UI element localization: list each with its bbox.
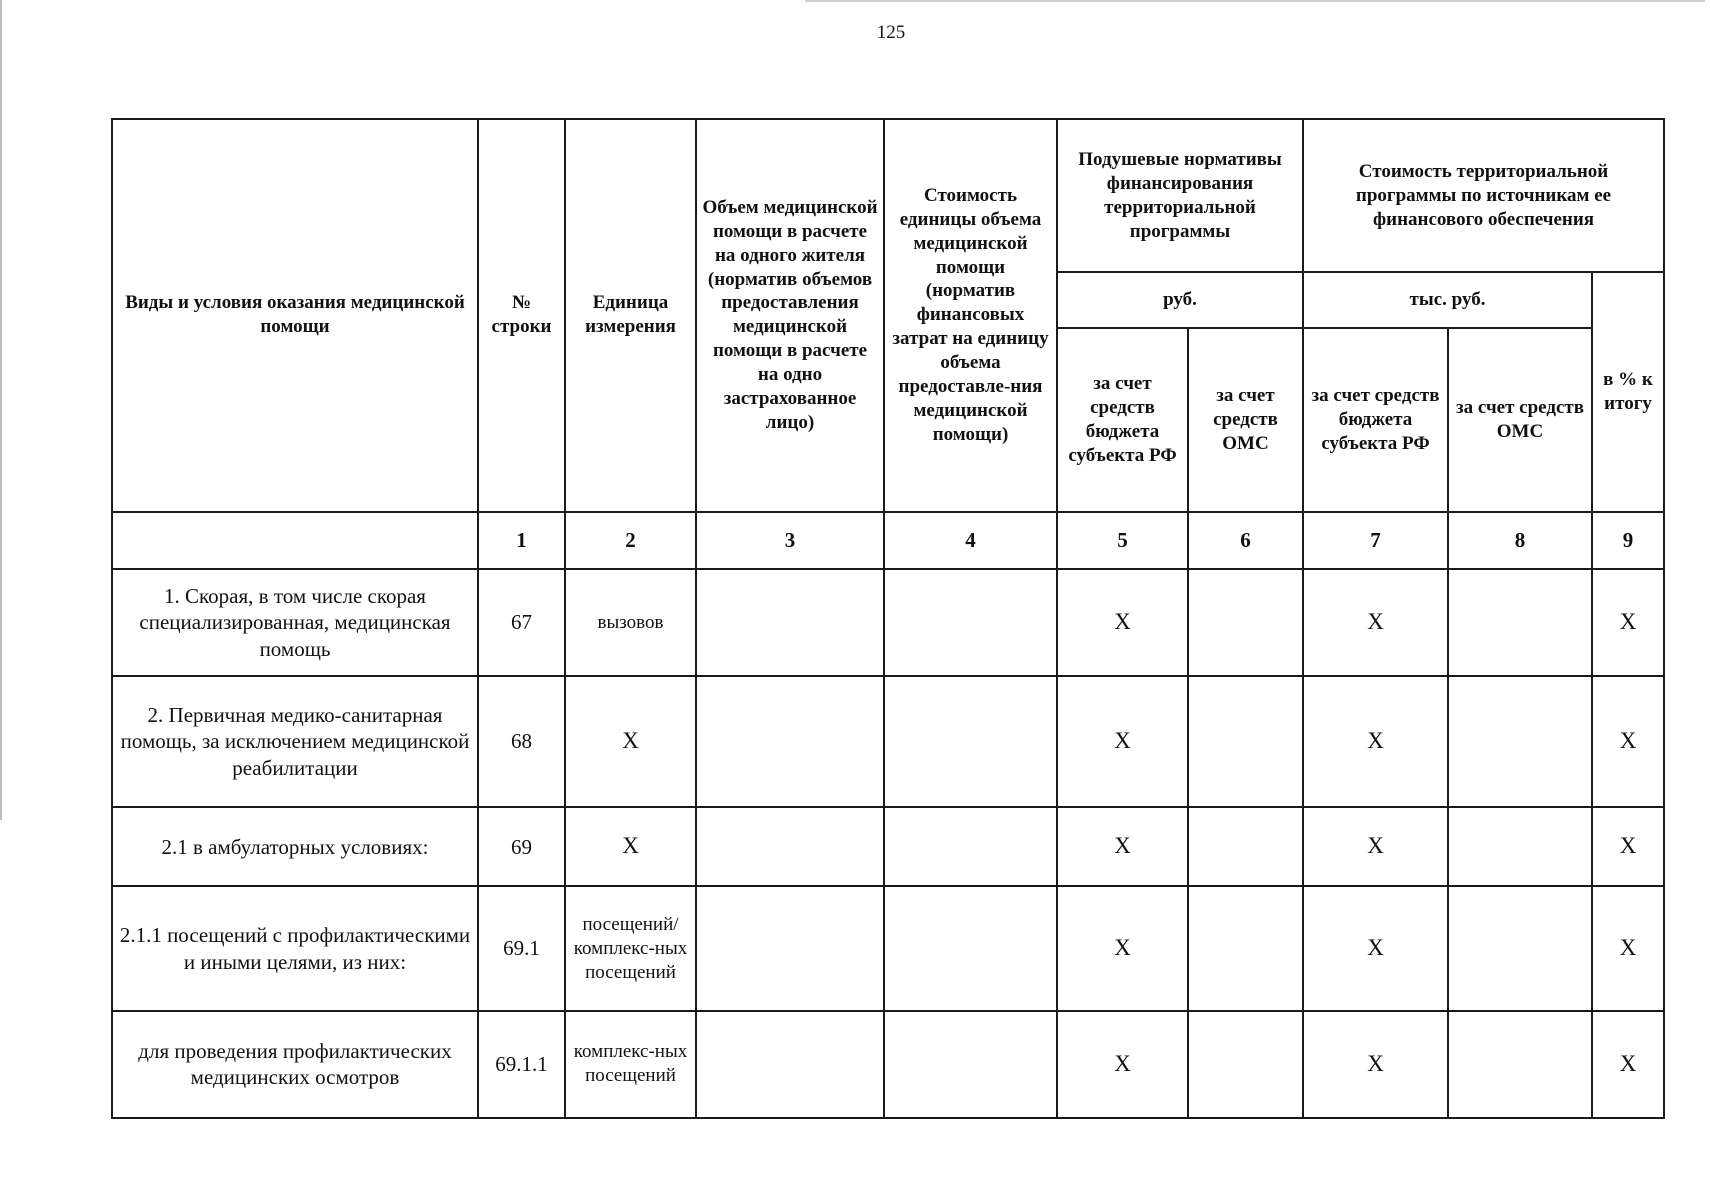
row-budget-thousand-cell: Х — [1303, 886, 1448, 1010]
row-oms-thousand-cell — [1448, 569, 1592, 676]
row-budget-thousand-cell: Х — [1303, 569, 1448, 676]
row-percent-cell: Х — [1592, 569, 1664, 676]
row-cost-cell — [884, 886, 1057, 1010]
row-unit: вызовов — [565, 569, 696, 676]
row-budget-thousand-cell: Х — [1303, 1011, 1448, 1118]
row-code: 69 — [478, 807, 565, 886]
table-row — [112, 807, 1664, 886]
row-code: 67 — [478, 569, 565, 676]
header-oms-thousand-rub: за счет средств ОМС — [1448, 328, 1592, 511]
row-oms-thousand-cell — [1448, 807, 1592, 886]
header-thousand-rub: тыс. руб. — [1303, 272, 1592, 328]
column-number: 5 — [1057, 512, 1188, 569]
table-row — [112, 1011, 1664, 1118]
row-oms-thousand-cell — [1448, 676, 1592, 807]
page-number: 125 — [876, 22, 906, 43]
row-volume-cell — [696, 1011, 884, 1118]
row-volume-cell — [696, 676, 884, 807]
header-rub: руб. — [1057, 272, 1303, 328]
table-row — [112, 886, 1664, 1010]
row-unit: Х — [565, 676, 696, 807]
row-percent-cell: Х — [1592, 676, 1664, 807]
row-budget-rub-cell: Х — [1057, 807, 1188, 886]
column-number: 8 — [1448, 512, 1592, 569]
column-number-blank — [112, 512, 478, 569]
column-number: 7 — [1303, 512, 1448, 569]
header-per-capita-group: Подушевые нормативы финансирования территориальной программы — [1057, 119, 1303, 272]
row-label: 2.1 в амбулаторных условиях: — [112, 807, 478, 886]
top-scan-rule — [805, 0, 1705, 2]
column-number: 4 — [884, 512, 1057, 569]
header-budget-rub: за счет средств бюджета субъекта РФ — [1057, 328, 1188, 511]
row-volume-cell — [696, 569, 884, 676]
row-budget-thousand-cell: Х — [1303, 676, 1448, 807]
column-number: 6 — [1188, 512, 1303, 569]
row-unit: комплекс-ных посещений — [565, 1011, 696, 1118]
row-oms-thousand-cell — [1448, 886, 1592, 1010]
column-number-row — [112, 512, 1664, 569]
table-row — [112, 676, 1664, 807]
header-unit: Единица измерения — [565, 119, 696, 512]
column-number: 9 — [1592, 512, 1664, 569]
header-percent-of-total: в % к итогу — [1592, 272, 1664, 511]
header-type-of-care: Виды и условия оказания медицинской помощи — [112, 119, 478, 512]
row-percent-cell: Х — [1592, 1011, 1664, 1118]
row-oms-thousand-cell — [1448, 1011, 1592, 1118]
row-oms-rub-cell — [1188, 807, 1303, 886]
row-volume-cell — [696, 886, 884, 1010]
row-percent-cell: Х — [1592, 807, 1664, 886]
table-row — [112, 569, 1664, 676]
row-oms-rub-cell — [1188, 1011, 1303, 1118]
row-budget-rub-cell: Х — [1057, 676, 1188, 807]
row-unit: Х — [565, 807, 696, 886]
row-cost-cell — [884, 569, 1057, 676]
row-label: 2.1.1 посещений с профилактическими и иными целями, из них: — [112, 886, 478, 1010]
header-row-1 — [112, 119, 1664, 272]
header-row-number: № строки — [478, 119, 565, 512]
row-cost-cell — [884, 807, 1057, 886]
column-number: 3 — [696, 512, 884, 569]
header-budget-thousand-rub: за счет средств бюджета субъекта РФ — [1303, 328, 1448, 511]
header-volume: Объем медицинской помощи в расчете на одного жителя (норматив объемов предоставления медицинской помощи в расчете на одно застрахованное лицо) — [696, 119, 884, 512]
row-percent-cell: Х — [1592, 886, 1664, 1010]
row-budget-rub-cell: Х — [1057, 569, 1188, 676]
header-unit-cost: Стоимость единицы объема медицинской помощи (норматив финансовых затрат на единицу объема предоставле-ния медицинской помощи) — [884, 119, 1057, 512]
row-code: 68 — [478, 676, 565, 807]
left-scan-edge — [0, 0, 2, 820]
row-code: 69.1.1 — [478, 1011, 565, 1118]
row-oms-rub-cell — [1188, 676, 1303, 807]
column-number: 1 — [478, 512, 565, 569]
row-cost-cell — [884, 676, 1057, 807]
program-cost-table — [111, 118, 1665, 1119]
row-label: 1. Скорая, в том числе скорая специализированная, медицинская помощь — [112, 569, 478, 676]
row-volume-cell — [696, 807, 884, 886]
row-label: 2. Первичная медико-санитарная помощь, за исключением медицинской реабилитации — [112, 676, 478, 807]
row-budget-thousand-cell: Х — [1303, 807, 1448, 886]
row-oms-rub-cell — [1188, 886, 1303, 1010]
header-program-cost-group: Стоимость территориальной программы по источникам ее финансового обеспечения — [1303, 119, 1664, 272]
row-code: 69.1 — [478, 886, 565, 1010]
row-oms-rub-cell — [1188, 569, 1303, 676]
header-oms-rub: за счет средств ОМС — [1188, 328, 1303, 511]
row-budget-rub-cell: Х — [1057, 1011, 1188, 1118]
column-number: 2 — [565, 512, 696, 569]
row-budget-rub-cell: Х — [1057, 886, 1188, 1010]
row-label: для проведения профилактических медицинских осмотров — [112, 1011, 478, 1118]
row-unit: посещений/ комплекс-ных посещений — [565, 886, 696, 1010]
row-cost-cell — [884, 1011, 1057, 1118]
